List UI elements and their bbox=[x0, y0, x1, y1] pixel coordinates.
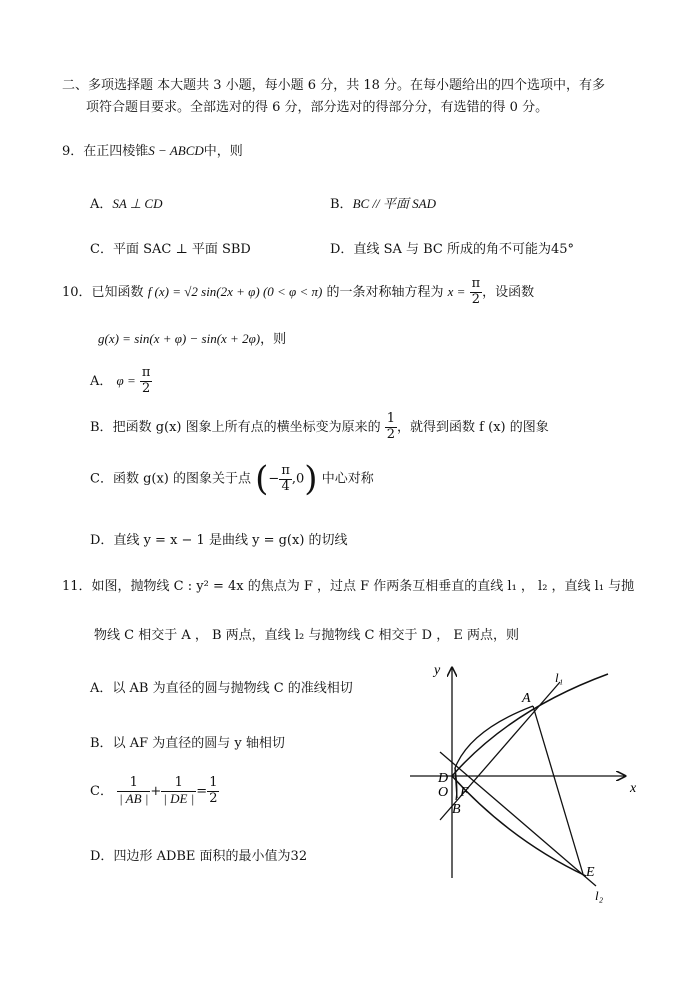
q10-option-d bbox=[90, 529, 348, 548]
q10-stem-fraction: $\frac{\pi}{2}$ bbox=[471, 276, 481, 307]
line-l1 bbox=[440, 682, 560, 820]
q11-option-a-text: 以 AB 为直径的圆与抛物线 C 的准线相切 bbox=[112, 681, 353, 696]
option-label: D． bbox=[90, 533, 114, 548]
option-label: B． bbox=[90, 736, 113, 751]
q11-option-c-frac2: $\frac{1}{| DE |}$ bbox=[163, 775, 195, 806]
q10-option-c-text: 函数 g(x) 的图象关于点 bbox=[112, 471, 252, 487]
label-l1: l₁ bbox=[555, 670, 564, 685]
q9-option-a bbox=[90, 193, 162, 212]
label-d: D bbox=[438, 771, 449, 786]
option-label: D． bbox=[330, 242, 354, 257]
q9-option-d-text: 直线 SA 与 BC 所成的角不可能为45° bbox=[353, 242, 575, 257]
q9-option-a-text: SA ⊥ CD bbox=[112, 196, 163, 211]
line-l2 bbox=[440, 752, 596, 886]
q9-stem-suffix: 中，则 bbox=[203, 144, 243, 159]
q10-option-a-fraction: $\frac{\pi}{2}$ bbox=[141, 365, 151, 396]
section-header-line2: 项符合题目要求。全部选对的得 6 分，部分选对的得部分分，有选错的得 0 分。 bbox=[86, 100, 549, 115]
q10-g-definition bbox=[98, 328, 286, 347]
option-label: D． bbox=[90, 849, 114, 864]
q9-option-c bbox=[90, 238, 251, 257]
option-label: B． bbox=[330, 197, 353, 212]
q10-option-c-tail: ,0 bbox=[291, 471, 305, 487]
option-label: A． bbox=[90, 197, 113, 212]
q11-option-d bbox=[90, 845, 307, 864]
q9-option-c-text: 平面 SAC ⊥ 平面 SBD bbox=[112, 242, 251, 257]
q10-g-suffix: ，则 bbox=[260, 332, 287, 347]
q10-option-b bbox=[90, 412, 549, 443]
q9-option-d bbox=[330, 238, 574, 257]
q10-stem bbox=[62, 277, 534, 308]
q10-option-c-fraction: $\frac{\pi}{4}$ bbox=[281, 462, 290, 494]
q10-option-a bbox=[90, 366, 152, 397]
label-a: A bbox=[522, 691, 531, 706]
label-f: F bbox=[460, 785, 469, 800]
q10-stem-prefix: 10．已知函数 bbox=[62, 284, 144, 300]
q10-option-b-text: 把函数 g(x) 图象上所有点的横坐标变为原来的 bbox=[112, 419, 381, 435]
option-label: A． bbox=[90, 373, 113, 389]
label-o: O bbox=[438, 785, 449, 800]
q11-option-b bbox=[90, 732, 285, 751]
q10-option-b-fraction: $\frac{1}{2}$ bbox=[386, 411, 396, 442]
q11-option-c bbox=[90, 776, 219, 807]
equals-sign: = bbox=[196, 783, 208, 799]
option-label: C． bbox=[90, 471, 113, 487]
q10-g-formula: g(x) = sin(x + φ) − sin(x + 2φ) bbox=[98, 331, 261, 346]
q11-option-c-frac1: $\frac{1}{| AB |}$ bbox=[119, 775, 149, 806]
q10-stem-mid: 的一条对称轴方程为 bbox=[326, 284, 444, 300]
q9-option-b bbox=[330, 193, 436, 212]
label-l2: l₂ bbox=[595, 888, 604, 903]
label-b: B bbox=[452, 802, 461, 817]
q11-option-b-text: 以 AF 为直径的圆与 y 轴相切 bbox=[112, 736, 285, 751]
q9-stem-math: S − ABCD bbox=[148, 143, 204, 158]
q11-option-c-frac3: $\frac{1}{2}$ bbox=[209, 775, 218, 806]
q10-option-c: C．函数 g(x) 的图象关于点 (− $\frac{\pi}{4}$ ,0) 中心对称 bbox=[90, 459, 374, 499]
label-x: x bbox=[630, 781, 637, 796]
q9-stem bbox=[62, 140, 243, 159]
q11-stem-line2: 物线 C 相交于 A ， B 两点，直线 l₂ 与抛物线 C 相交于 D ， E 两点，则 bbox=[94, 628, 519, 643]
q10-option-b-tail: ，就得到函数 f (x) 的图象 bbox=[397, 419, 549, 435]
label-y: y bbox=[434, 663, 441, 678]
q10-stem-function: f (x) = √2 sin(2x + φ) (0 < φ < π) bbox=[147, 283, 323, 299]
q11-option-d-text: 四边形 ADBE 面积的最小值为32 bbox=[113, 849, 308, 864]
q10-stem-x: x = bbox=[447, 283, 466, 299]
option-label: C． bbox=[90, 783, 113, 799]
q10-stem-suffix: ，设函数 bbox=[482, 284, 535, 300]
section-header-line1: 二、多项选择题 本大题共 3 小题，每小题 6 分，共 18 分。在每小题给出的四个选项中，有多 bbox=[62, 78, 606, 93]
q10-option-a-lhs: φ = bbox=[116, 372, 136, 388]
q10-option-d-text: 直线 y = x − 1 是曲线 y = g(x) 的切线 bbox=[113, 533, 348, 548]
q11-stem-line1: 11．如图，抛物线 C : y² = 4x 的焦点为 F ，过点 F 作两条互相垂直的直线 l₁ ， l₂ ，直线 l₁ 与抛 bbox=[62, 579, 635, 594]
q10-option-c-sign: − bbox=[268, 471, 280, 487]
option-label: A． bbox=[90, 681, 113, 696]
segment-ae bbox=[533, 706, 583, 874]
plus-sign: + bbox=[150, 783, 162, 799]
option-label: C． bbox=[90, 242, 113, 257]
label-e: E bbox=[586, 865, 595, 880]
option-label: B． bbox=[90, 419, 113, 435]
q10-option-c-post: 中心对称 bbox=[321, 471, 374, 487]
q11-option-a bbox=[90, 677, 353, 696]
parabola-figure bbox=[400, 650, 650, 910]
q9-option-b-text: BC // 平面 SAD bbox=[352, 196, 436, 211]
q9-stem-prefix: 9．在正四棱锥 bbox=[62, 144, 149, 159]
